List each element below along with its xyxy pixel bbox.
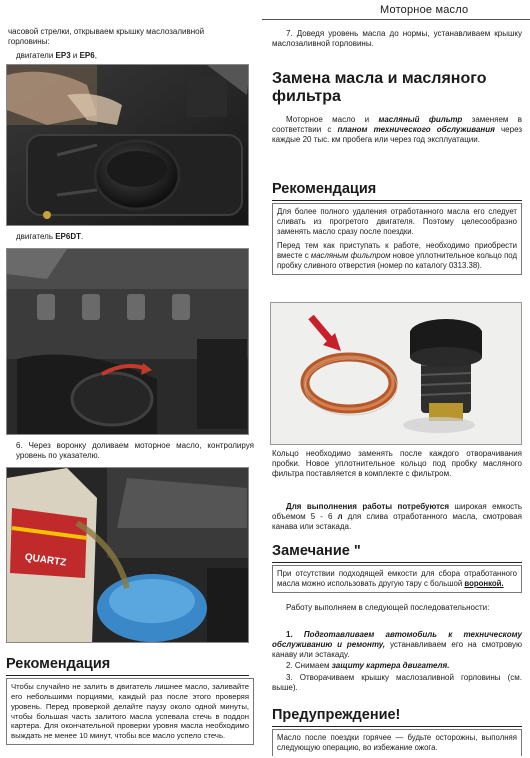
main-title: Замена масла и масляного фильтра — [272, 70, 487, 106]
step-2: 2. Снимаем защиту картера двигателя. — [286, 661, 450, 670]
engine-label-1: двигатели ЕР3 и ЕР6, — [16, 51, 97, 60]
step-1: 1. Подготавливаем автомобиль к техническому обслуживанию и ремонту, устанавливаем его на смотровую канаву или эстакаду. — [272, 630, 523, 660]
note-rule — [272, 562, 522, 564]
warning-section — [272, 706, 522, 756]
step-7: 7. Доведя уровень масла до нормы, устанавливаем крышку маслозаливной горловины. — [272, 29, 522, 49]
photo-seal-ring-plug — [270, 302, 522, 445]
ep6dt-engine-image — [7, 249, 249, 435]
intro-line-1: часовой стрелки, открываем крышку маслозаливной — [8, 27, 205, 36]
left-reco-title: Рекомендация — [6, 656, 111, 672]
header-rule — [262, 19, 530, 20]
running-header: Моторное масло — [380, 4, 469, 16]
warning-box: Масло после поездки горячее — будьте осторожны, выполняя следующую операцию, во избежание ожога. — [272, 729, 522, 756]
photo-caption: Кольцо необходимо заменять после каждого отворачивания пробки. Новое уплотнительное кольцо под пробку масляного фильтра поставляется в комплекте с фильтром. — [272, 449, 522, 479]
intro-text — [8, 27, 253, 47]
step-3: 3. Отворачиваем крышку маслозаливной горловины (см. выше). — [272, 673, 522, 693]
engine-label-2: двигатель EP6DT. — [16, 232, 84, 241]
bottle-label-text: QUARTZ — [24, 551, 67, 569]
warning-rule — [272, 726, 522, 728]
pouring-oil-image — [7, 468, 249, 643]
note-title: Замечание " — [272, 543, 361, 559]
intro-line-2: горловины: — [8, 37, 50, 47]
left-recommendation — [6, 655, 254, 745]
tools-paragraph: Для выполнения работы потребуются широкая емкость объемом 5 - 6 л для слива отработанного масла, смотровая канава или эстакада. — [272, 502, 522, 532]
right-reco-box: Для более полного удаления отработанного масла его следует сливать из прогретого двигателя. Поэтому целесообразно заменять масло сразу после поездки. Перед тем как приступать к работе, необходимо приобрести вместе с масляным фильтром новое уплотнительное кольцо под пробку сливного отверстия (номер по каталогу 0313.38). — [272, 203, 522, 275]
left-reco-rule — [6, 675, 249, 677]
seal-ring-plug-image — [271, 303, 522, 445]
right-recommendation — [272, 180, 522, 275]
engine-cover-image — [7, 65, 249, 226]
step-6: 6. Через воронку доливаем моторное масло, контролируя уровень по указателю. — [16, 441, 254, 461]
main-intro: Моторное масло и масляный фильтр заменяем в соответствии с планом технического обслуживания через каждые 20 тыс. км пробега или через год эксплуатации. — [272, 115, 523, 145]
photo-engine-cover — [6, 64, 249, 226]
order-intro: Работу выполняем в следующей последовательности: — [286, 603, 490, 612]
note-box: При отсутствии подходящей емкости для сбора отработанного масла можно использовать другую тару с большой воронкой. — [272, 565, 522, 593]
photo-ep6dt-engine — [6, 248, 249, 435]
right-reco-title: Рекомендация — [272, 181, 377, 197]
warning-title: Предупреждение! — [272, 707, 401, 723]
left-reco-box: Чтобы случайно не залить в двигатель лишнее масло, заливайте его небольшими порциями, каждый раз после этого проверяя уровень. Перед проверкой делайте паузу около одной минуты, чтобы большая часть залитого масла успевала стечь в поддон картера. Для окончательной проверки уровня масла необходимо выждать не менее 10 минут, чтобы все масло успело стечь. — [6, 678, 254, 745]
note-section — [272, 542, 522, 593]
right-reco-rule — [272, 200, 522, 202]
photo-pouring-oil — [6, 467, 249, 643]
